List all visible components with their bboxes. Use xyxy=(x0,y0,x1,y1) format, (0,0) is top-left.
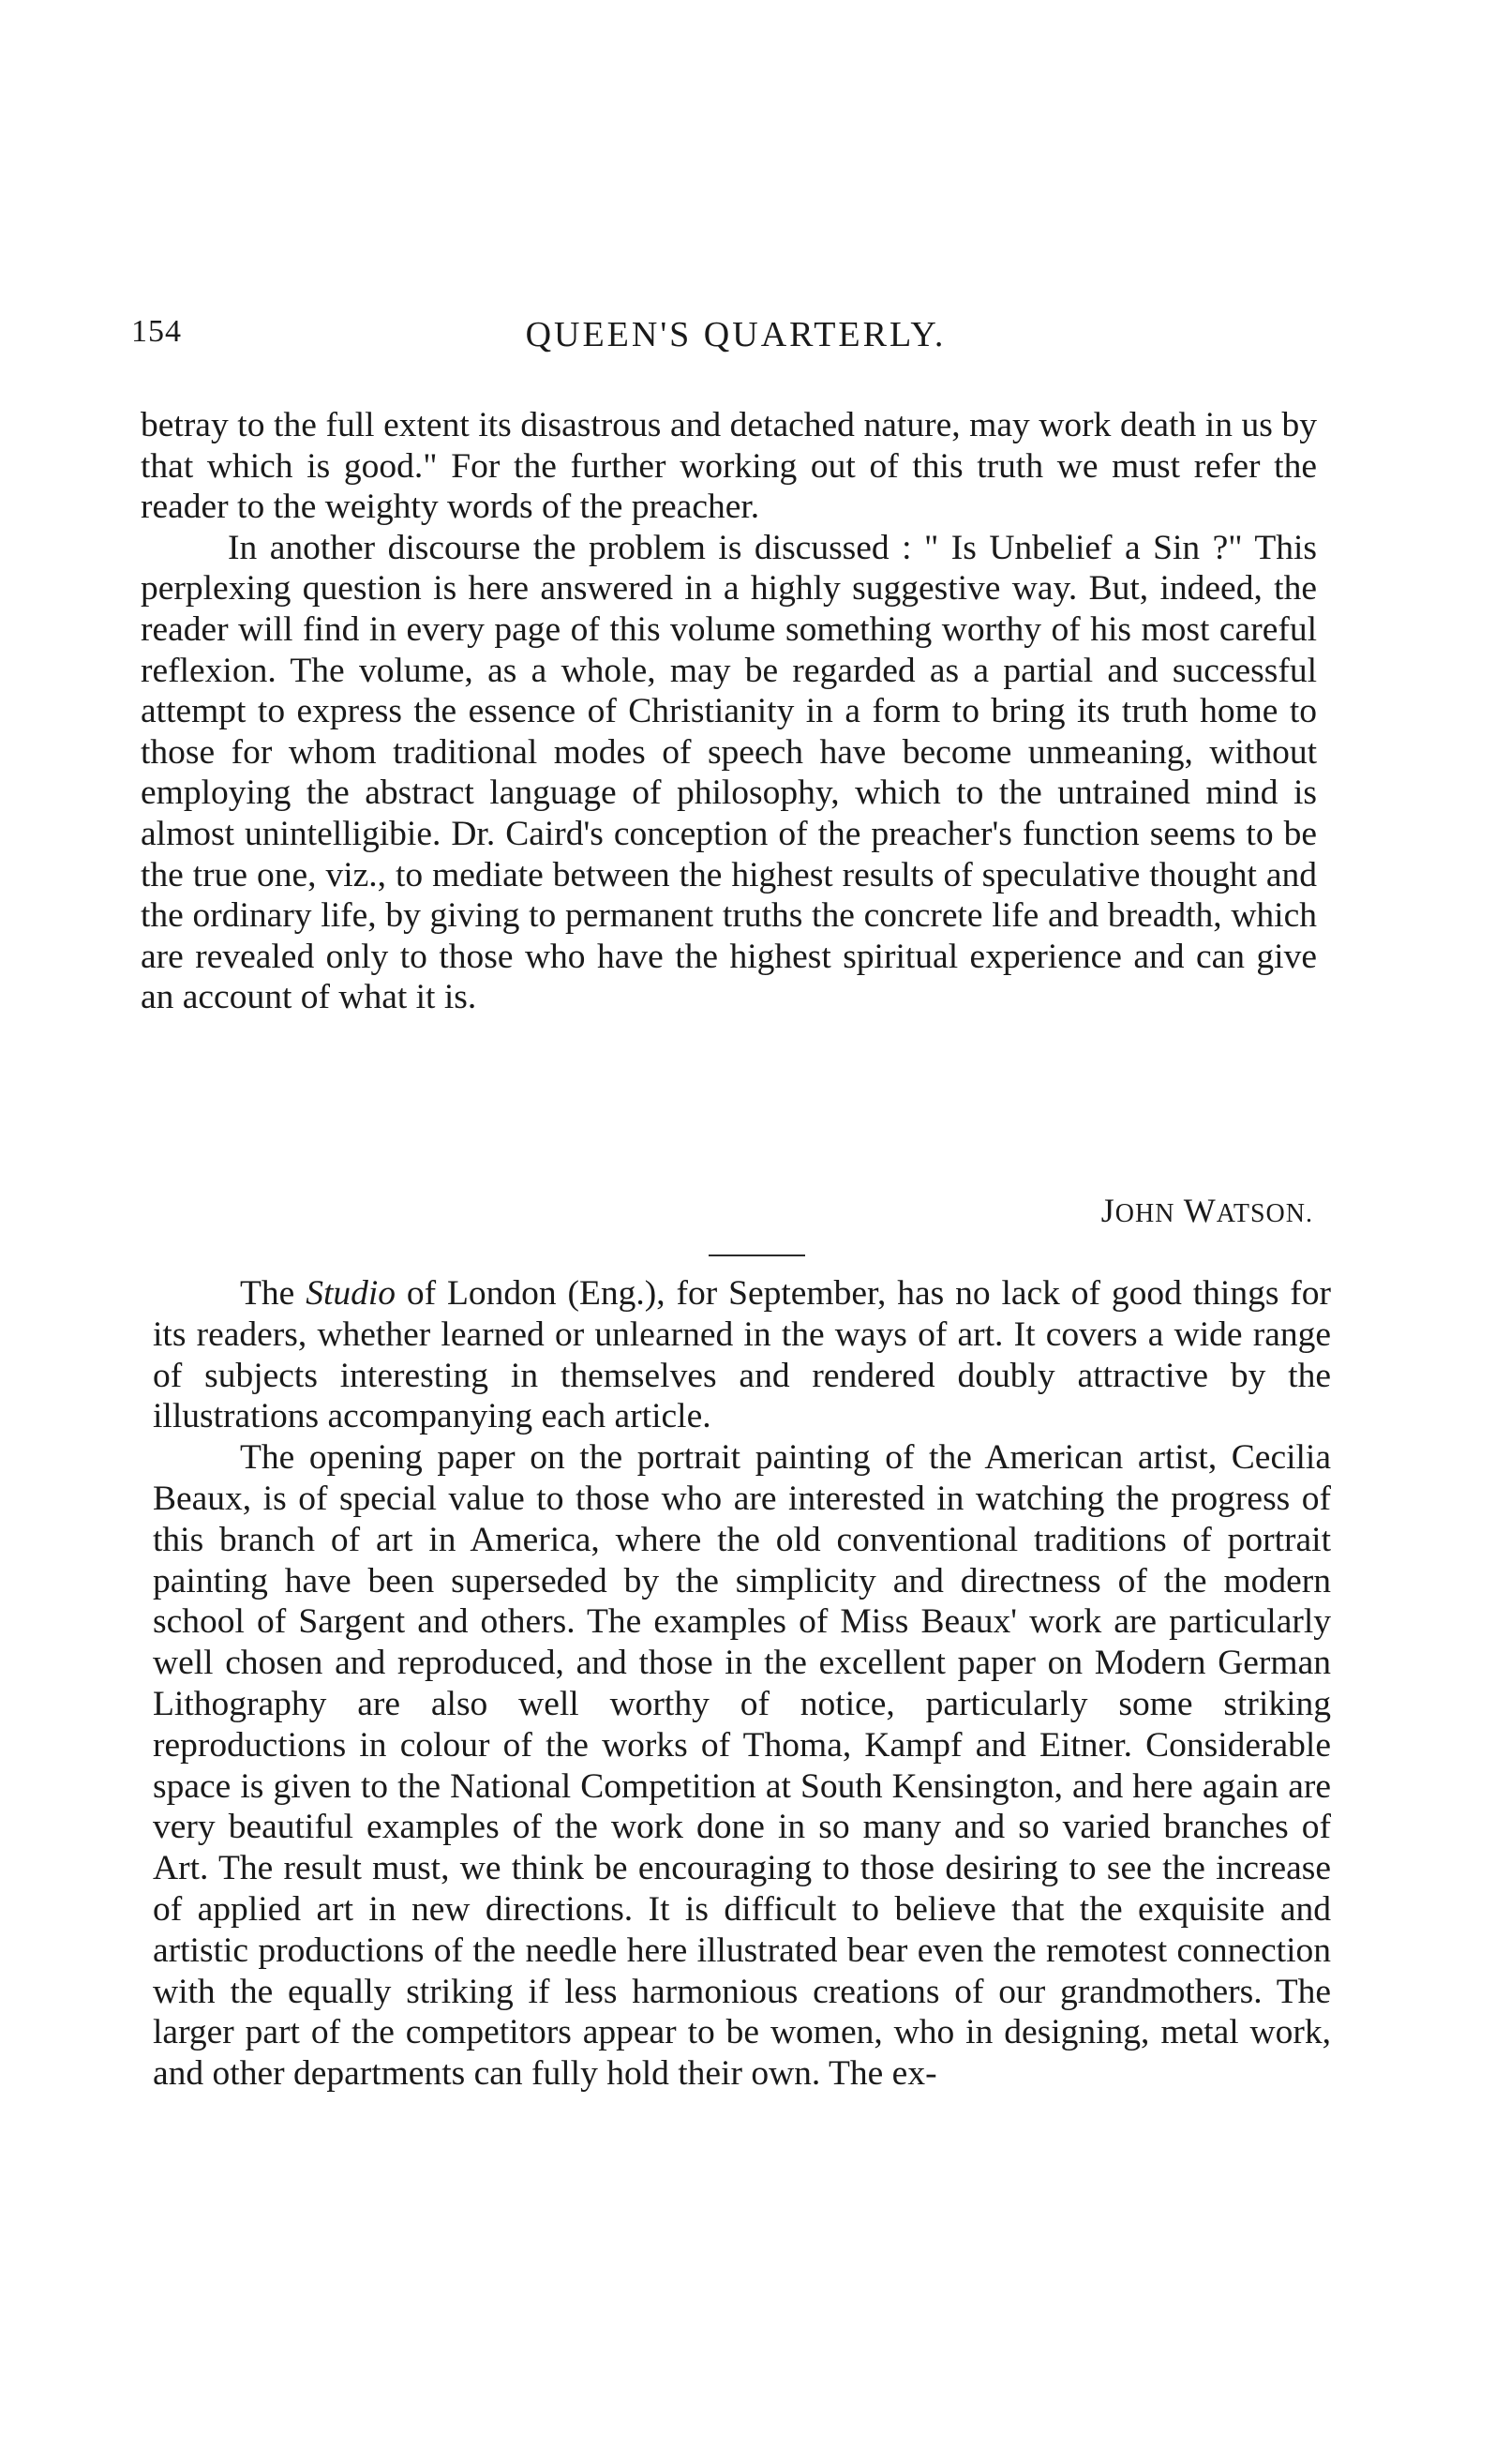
paragraph: The opening paper on the portrait painting of the American artist, Cecilia Beaux, is of special value to those who are interested in watching the progress of this branch of art in America, where the old conventional traditions of portrait painting have been superseded by the simplicity and directness of the modern school of Sargent and others. The examples of Miss Beaux' work are particularly well chosen and reproduced, and those in the excellent paper on Modern German Lithography are also well worthy of notice, particularly some striking reproductions in colour of the works of Thoma, Kampf and Eitner. Considerable space is given to the National Competition at South Kensington, and here again are very beautiful examples of the work done in so many and so varied branches of Art. The result must, we think be encouraging to those desiring to see the increase of applied art in new directions. It is difficult to believe that the exquisite and artistic productions of the needle here illustrated bear even the remotest connection with the equally striking if less harmonious creations of our grandmothers. The larger part of the competitors appear to be women, who in designing, metal work, and other departments can fully hold their own. The ex- xyxy=(153,1438,1331,2094)
section-divider xyxy=(709,1255,805,1256)
signature-initial: J xyxy=(1100,1192,1115,1229)
signature-smallcaps: ATSON. xyxy=(1216,1199,1313,1228)
signature-smallcaps: OHN xyxy=(1114,1199,1175,1228)
running-head: QUEEN'S QUARTERLY. xyxy=(525,315,947,354)
text-run: The xyxy=(240,1274,295,1313)
text-run: of London (Eng.), for September, has no lack of good things for its readers, whether learned or unlearned in the ways of art. It covers a wide range of subjects interesting in themselves and rendered doubly attractive by the illustrations accompanying each article. xyxy=(153,1274,1332,1436)
paragraph: In another discourse the problem is discussed : " Is Unbelief a Sin ?" This perplexing question is here answered in a highly suggestive way. But, indeed, the reader will find in every page of this volume something worthy of his most careful reflexion. The volume, as a whole, may be regarded as a partial and successful attempt to express the essence of Christianity in a form to bring its truth home to those for whom traditional modes of speech have become unmeaning, without employing the abstract language of philosophy, which to the untrained mind is almost unintelligibie. Dr. Caird's conception of the preacher's function seems to be the true one, viz., to mediate between the highest results of speculative thought and the ordinary life, by giving to permanent truths the concrete life and breadth, which are revealed only to those who have the highest spiritual experience and can give an account of what it is. xyxy=(141,528,1317,1017)
page-number: 154 xyxy=(131,314,182,349)
magazine-title: Studio xyxy=(306,1274,396,1313)
page-header xyxy=(131,314,1340,370)
review-caird-sermons xyxy=(141,405,1317,1018)
signature-initial: W xyxy=(1183,1192,1217,1229)
author-signature xyxy=(1101,1191,1313,1230)
paragraph xyxy=(153,1273,1331,1437)
review-studio-magazine xyxy=(153,1273,1331,2095)
paragraph: betray to the full extent its disastrous and detached nature, may work death in us by that which is good." For the further working out of this truth we must refer the reader to the weighty words of the preacher. xyxy=(141,406,1317,527)
